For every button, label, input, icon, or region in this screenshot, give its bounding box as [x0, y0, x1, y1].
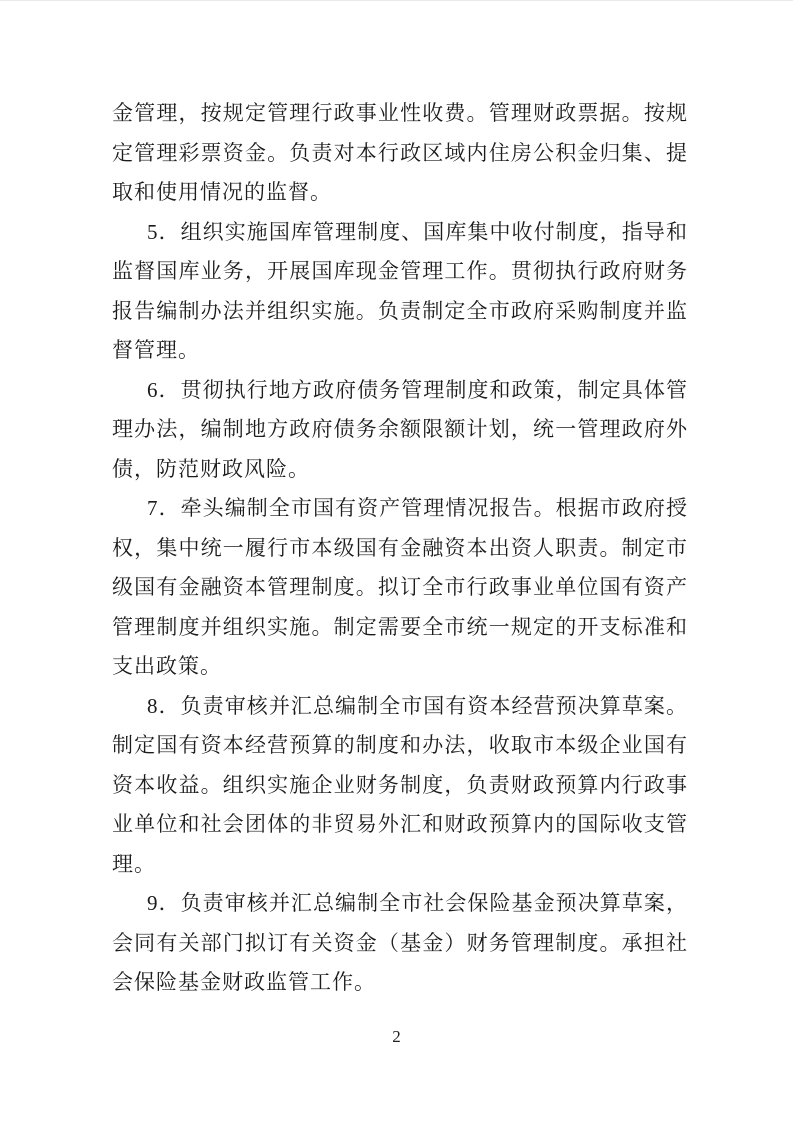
paragraph-item-5: 5．组织实施国库管理制度、国库集中收付制度，指导和监督国库业务，开展国库现金管理工作。贯彻执行政府财务报告编制办法并组织实施。负责制定全市政府采购制度并监督管理。	[112, 219, 688, 362]
paragraph-item-8: 8．负责审核并汇总编制全市国有资本经营预决算草案。制定国有资本经营预算的制度和办法，收取市本级企业国有资本收益。组织实施企业财务制度，负责财政预算内行政事业单位和社会团体的非贸易外汇和财政预算内的国际收支管理。	[112, 693, 688, 876]
paragraph-continuation: 金管理，按规定管理行政事业性收费。管理财政票据。按规定管理彩票资金。负责对本行政区域内住房公积金归集、提取和使用情况的监督。	[112, 101, 688, 204]
page-number: 2	[392, 1027, 401, 1046]
paragraph-item-6: 6．贯彻执行地方政府债务管理制度和政策，制定具体管理办法，编制地方政府债务余额限额计划，统一管理政府外债，防范财政风险。	[112, 377, 688, 481]
paragraph-item-9: 9．负责审核并汇总编制全市社会保险基金预决算草案，会同有关部门拟订有关资金（基金）财务管理制度。承担社会保险基金财政监管工作。	[112, 891, 688, 994]
document-body	[112, 94, 688, 1003]
paragraph-item-7: 7．牵头编制全市国有资产管理情况报告。根据市政府授权，集中统一履行市本级国有金融资本出资人职责。制定市级国有金融资本管理制度。拟订全市行政事业单位国有资产管理制度并组织实施。制定需要全市统一规定的开支标准和支出政策。	[112, 496, 688, 678]
